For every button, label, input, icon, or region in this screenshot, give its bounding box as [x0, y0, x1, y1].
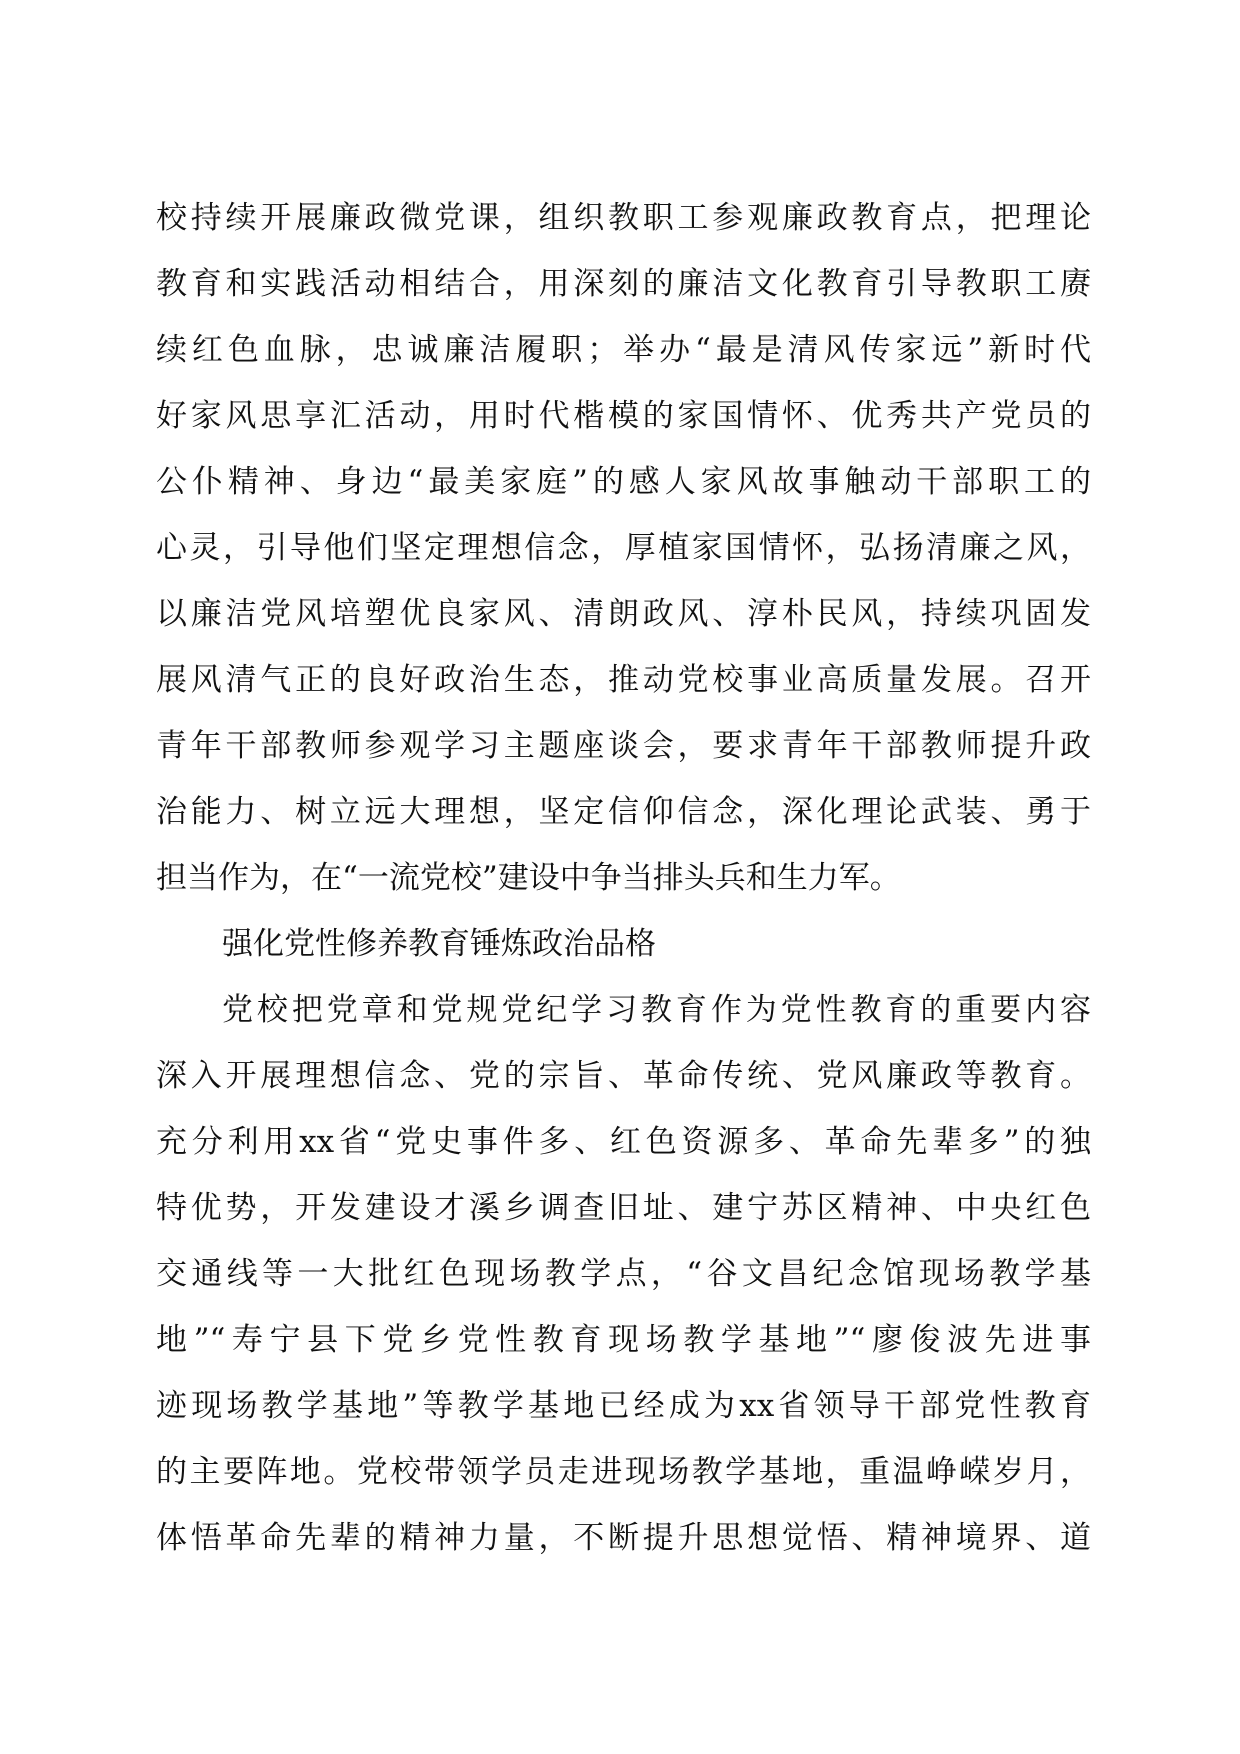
paragraph-1-line-5: 公仆精神、身边“最美家庭”的感人家风故事触动干部职工的 [156, 464, 1091, 500]
paragraph-1-line-10: 治能力、树立远大理想，坚定信仰信念，深化理论武装、勇于 [156, 794, 1091, 830]
paragraph-1-line-6: 心灵，引导他们坚定理想信念，厚植家国情怀，弘扬清廉之风， [156, 530, 1091, 566]
paragraph-2-line-3: 充分利用xx省“党史事件多、红色资源多、革命先辈多”的独 [156, 1124, 1091, 1160]
paragraph-1-line-4: 好家风思享汇活动，用时代楷模的家国情怀、优秀共产党员的 [156, 398, 1091, 434]
paragraph-2-line-4: 特优势，开发建设才溪乡调查旧址、建宁苏区精神、中央红色 [156, 1190, 1091, 1226]
paragraph-2-line-5: 交通线等一大批红色现场教学点，“谷文昌纪念馆现场教学基 [156, 1256, 1091, 1292]
document-body [156, 185, 1091, 1571]
paragraph-1-line-3: 续红色血脉，忠诚廉洁履职；举办“最是清风传家远”新时代 [156, 332, 1091, 368]
paragraph-1-line-7: 以廉洁党风培塑优良家风、清朗政风、淳朴民风，持续巩固发 [156, 596, 1091, 632]
paragraph-2-line-8: 的主要阵地。党校带领学员走进现场教学基地，重温峥嵘岁月， [156, 1454, 1091, 1490]
paragraph-2-line-2: 深入开展理想信念、党的宗旨、革命传统、党风廉政等教育。 [156, 1058, 1091, 1094]
paragraph-2-line-7: 迹现场教学基地”等教学基地已经成为xx省领导干部党性教育 [156, 1388, 1091, 1424]
section-heading: 强化党性修养教育锤炼政治品格 [222, 926, 656, 962]
paragraph-1-line-11: 担当作为，在“一流党校”建设中争当排头兵和生力军。 [156, 860, 901, 896]
paragraph-1-line-9: 青年干部教师参观学习主题座谈会，要求青年干部教师提升政 [156, 728, 1091, 764]
paragraph-1-line-1: 校持续开展廉政微党课，组织教职工参观廉政教育点，把理论 [156, 200, 1091, 236]
paragraph-2-line-1: 党校把党章和党规党纪学习教育作为党性教育的重要内容 [222, 992, 1091, 1028]
paragraph-1-line-2: 教育和实践活动相结合，用深刻的廉洁文化教育引导教职工赓 [156, 266, 1091, 302]
paragraph-2-line-9: 体悟革命先辈的精神力量，不断提升思想觉悟、精神境界、道 [156, 1520, 1091, 1556]
paragraph-1-line-8: 展风清气正的良好政治生态，推动党校事业高质量发展。召开 [156, 662, 1091, 698]
paragraph-2-line-6: 地”“寿宁县下党乡党性教育现场教学基地”“廖俊波先进事 [156, 1322, 1091, 1358]
